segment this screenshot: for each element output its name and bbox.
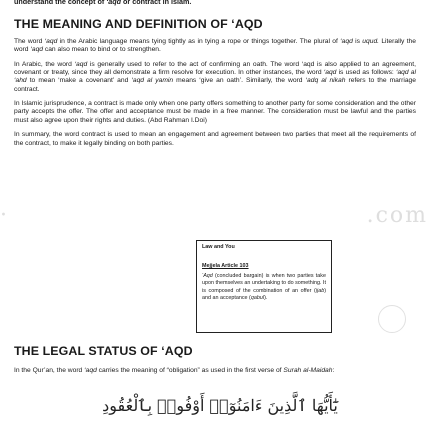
paragraph-meaning: The word ‘aqd in the Arabic language means tying tightly as in tying a rope or things together. The plural of ‘aqd is uqud. Literally the word ‘aqd can also mean to bind or to strengthen. — [14, 38, 416, 54]
arabic-verse: يَٰٓأَيُّهَا ٱلَّذِينَ ءَامَنُوٓا۟ أَوْفُوا۟ بِٱلْعُقُودِ — [102, 396, 338, 415]
legal-status-section — [14, 344, 416, 375]
paragraph-quran: In the Qur’an, the word ‘aqd carries the meaning of “obligation” as used in the first verse of Surah al-Maidah: — [14, 367, 335, 374]
intro-text: understand the concept of — [14, 0, 107, 6]
paragraph-arabic-usage: In Arabic, the word ‘aqd is generally used to refer to the act of confirming an oath. The word ‘aqd is also applied to an agreement, covenant or treaty, since they all demonstrate a firm resolve for execution. In other instances, the word ‘aqd is used as follows: ‘aqd al ‘ahd to mean ‘make a covenant’ and ‘aqd al yamin means ‘give an oath’. Similarly, the word ‘adq al nikah refers to the marriage contract. — [14, 60, 416, 93]
background-watermark: · .com — [0, 203, 428, 228]
paragraph-jurisprudence: In Islamic jurisprudence, a contract is made only when one party offers something to another party for some consideration and the other party accepts the offer. The offer and acceptance must be made in a free manner. The consideration must be lawful and the parties must also agree upon their rights and duties. (Abd Rahman I.Doi) — [14, 100, 416, 124]
law-and-you-callout — [196, 240, 332, 333]
intro-text-end: or contract in Islam. — [121, 0, 192, 6]
callout-article-heading: Mejjela Article 103 — [202, 263, 249, 269]
callout-text: ‘Aqd (concluded bargain) is when two parties take upon themselves an undertaking to do something. It is composed of the combination of an offer (ijab) and an acceptance (qabul). — [202, 273, 326, 302]
heading-meaning-definition: THE MEANING AND DEFINITION OF ‘AQD — [14, 17, 263, 31]
intro-line — [14, 0, 416, 6]
callout-title: Law and You — [202, 244, 235, 250]
heading-legal-status: THE LEGAL STATUS OF ‘AQD — [14, 344, 193, 358]
intro-term: ‘aqd — [106, 0, 122, 6]
paragraph-summary: In summary, the word contract is used to mean an engagement and agreement between two parties that meet all the requirements of the contract, to make it legally binding on both parties. — [14, 131, 416, 147]
watermark-seal — [378, 305, 406, 333]
